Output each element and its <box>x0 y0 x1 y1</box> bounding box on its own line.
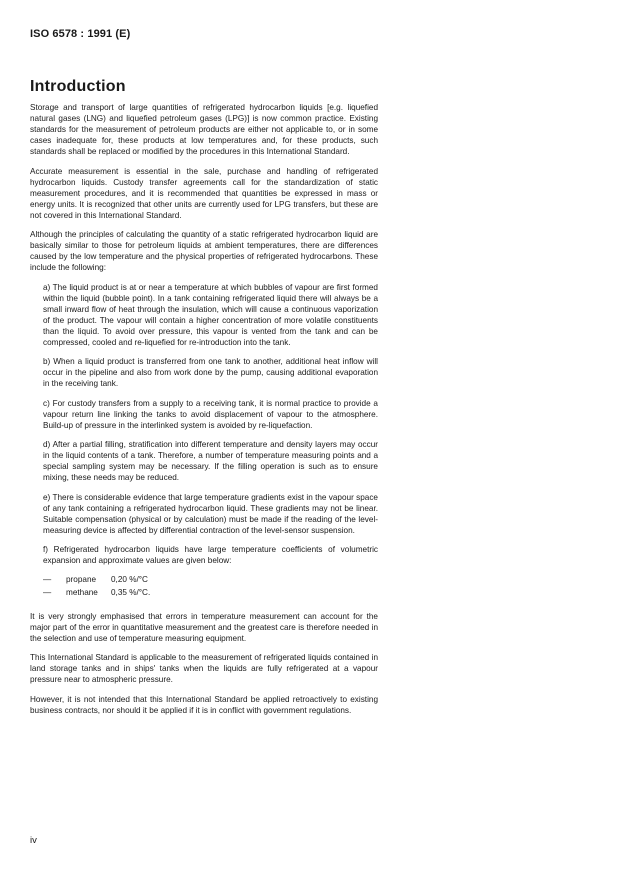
list-item-e: e) There is considerable evidence that large temperature gradients exist in the vapour space of any tank containing a refrigerated hydrocarbon liquid. These gradients may not be linear. Suitable compensation (physical or by calculation) must be made if the reading of the level-measuring device is affected by differential contraction of the level-sensor suspension. <box>43 492 378 535</box>
page-number: iv <box>30 835 37 846</box>
gas-name: methane <box>66 587 98 597</box>
list-item-c: c) For custody transfers from a supply to a receiving tank, it is normal practice to provide a vapour return line linking the tanks to avoid displacement of vapour to the atmosphere. Build-up of pressure in the interlinked system is avoided by re-liquefaction. <box>43 398 378 430</box>
list-item-b: b) When a liquid product is transferred from one tank to another, additional heat inflow will occur in the pipeline and also from work done by the pump, causing additional evaporation in the receiving tank. <box>43 357 378 388</box>
section-body <box>30 102 378 724</box>
coefficient-row <box>43 586 378 599</box>
gas-name: propane <box>66 574 97 584</box>
dash-marker: — <box>43 587 52 597</box>
paragraph-accurate-measurement: Accurate measurement is essential in the sale, purchase and handling of refrigerated hydrocarbon liquids. Custody transfer agreements call for the standardization of static measurement procedures, and it is recommended that quantities be expressed in mass or energy units. It is recognized that other units are currently used for LPG transfers, but these are not covered in this International Standard. <box>30 166 378 220</box>
list-item-f: f) Refrigerated hydrocarbon liquids have large temperature coefficients of volumetric expansion and approximate values are given below: <box>43 545 378 565</box>
coefficient-value: 0,35 %/°C. <box>111 587 151 597</box>
paragraph-storage: Storage and transport of large quantities of refrigerated hydrocarbon liquids [e.g. liquefied natural gases (LNG) and liquefied petroleum gases (LPG)] is now common practice. Existing standards for the measurement of petroleum products are either not applicable to, or in some cases inadequate for, these products at low temperatures and, for these products, such standards shall be replaced or modified by the procedures in this International Standard. <box>30 103 378 156</box>
paragraph-scope: This International Standard is applicable to the measurement of refrigerated liquids contained in land storage tanks and in ships' tanks when the liquids are fully refrigerated at a vapour pressure near to atmospheric pressure. <box>30 653 378 684</box>
list-item-d: d) After a partial filling, stratification into different temperature and density layers may occur in the liquid contents of a tank. Therefore, a number of temperature measuring points and a special sampling system may be necessary. If the filling operation is such as to ensure mixing, these needs may be reduced. <box>43 440 378 482</box>
coefficient-row <box>43 573 378 586</box>
document-header: ISO 6578 : 1991 (E) <box>30 28 131 40</box>
paragraph-principles: Although the principles of calculating the quantity of a static refrigerated hydrocarbon liquid are basically similar to those for petroleum liquids at ambient temperatures, there are differences caused by the low temperature and the physical properties of refrigerated hydrocarbons. These include the following: <box>30 230 378 272</box>
coefficient-value: 0,20 %/°C <box>111 574 148 584</box>
paragraph-retroactive: However, it is not intended that this International Standard be applied retroactively to existing business contracts, nor should it be applied if it is in conflict with government regulations. <box>30 694 378 715</box>
section-title: Introduction <box>30 78 126 95</box>
list-item-a: a) The liquid product is at or near a temperature at which bubbles of vapour are first formed within the liquid (bubble point). In a tank containing refrigerated liquid there will always be a small inward flow of heat through the insulation, which will cause a continuous vaporization of the product. The vapour will contain a higher concentration of more volatile constituents than the liquid. To avoid over pressure, this vapour is vented from the tank and can be compressed, cooled and re-liquefied for re-introduction into the tank. <box>43 282 378 347</box>
dash-marker: — <box>43 574 52 584</box>
paragraph-temperature-errors: It is very strongly emphasised that errors in temperature measurement can account for the major part of the error in quantitative measurement and the greatest care is therefore needed in the selection and use of temperature measuring equipment. <box>30 611 378 643</box>
expansion-coefficient-list <box>43 573 378 599</box>
